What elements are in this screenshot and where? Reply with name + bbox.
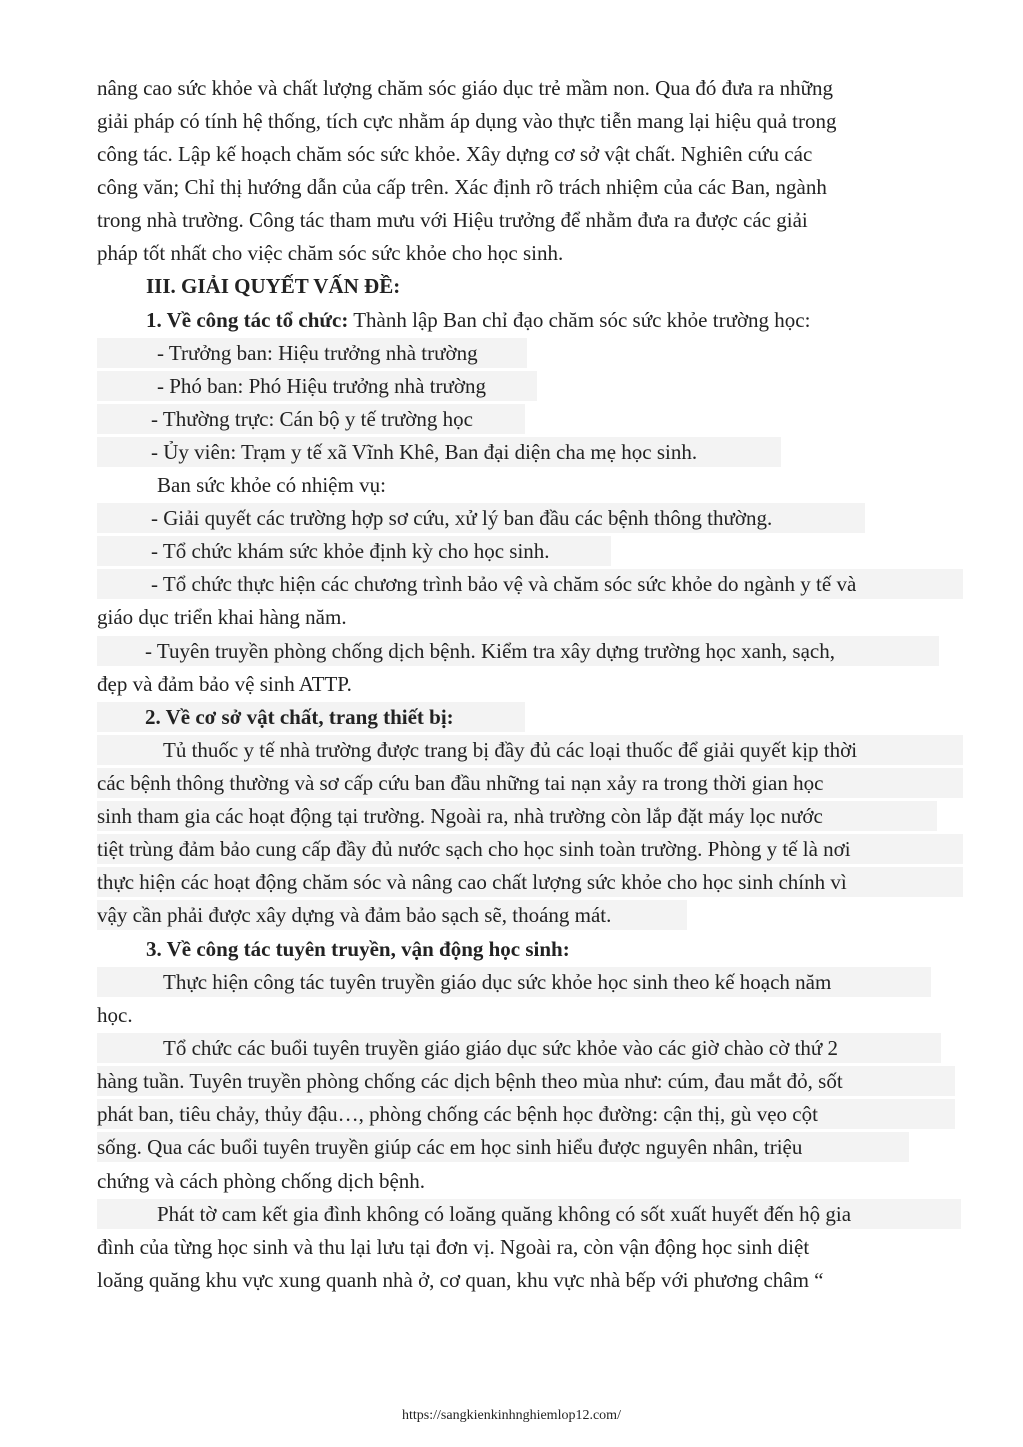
paragraph-line: học.	[97, 1003, 133, 1027]
paragraph-line: các bệnh thông thường và sơ cấp cứu ban đầu những tai nạn xảy ra trong thời gian học	[97, 768, 963, 798]
paragraph-line: đình của từng học sinh và thu lại lưu tại đơn vị. Ngoài ra, còn vận động học sinh diệt	[97, 1235, 810, 1259]
duty-item-continued: giáo dục triển khai hàng năm.	[97, 605, 347, 629]
subsection-1-heading-rest: Thành lập Ban chỉ đạo chăm sóc sức khỏe trường học:	[348, 308, 811, 332]
paragraph-line: sống. Qua các buổi tuyên truyền giúp các em học sinh hiểu được nguyên nhân, triệu	[97, 1132, 909, 1162]
member-item: - Ủy viên: Trạm y tế xã Vĩnh Khê, Ban đại diện cha mẹ học sinh.	[97, 437, 781, 467]
paragraph-line: sinh tham gia các hoạt động tại trường. Ngoài ra, nhà trường còn lắp đặt máy lọc nước	[97, 801, 937, 831]
paragraph-line: vậy cần phải được xây dựng và đảm bảo sạch sẽ, thoáng mát.	[97, 900, 687, 930]
text-line: nâng cao sức khỏe và chất lượng chăm sóc giáo dục trẻ mầm non. Qua đó đưa ra những	[97, 76, 833, 100]
section-heading: III. GIẢI QUYẾT VẤN ĐỀ:	[146, 274, 401, 298]
paragraph-line: hàng tuần. Tuyên truyền phòng chống các dịch bệnh theo mùa như: cúm, đau mắt đỏ, sốt	[97, 1066, 955, 1096]
paragraph-line: loăng quăng khu vực xung quanh nhà ở, cơ quan, khu vực nhà bếp với phương châm “	[97, 1268, 824, 1292]
subsection-2-heading: 2. Về cơ sở vật chất, trang thiết bị:	[97, 702, 525, 732]
paragraph-line: Tổ chức các buổi tuyên truyền giáo giáo dục sức khỏe vào các giờ chào cờ thứ 2	[97, 1033, 941, 1063]
text-line: công văn; Chỉ thị hướng dẫn của cấp trên. Xác định rõ trách nhiệm của các Ban, ngành	[97, 175, 827, 199]
duty-item: - Tổ chức khám sức khỏe định kỳ cho học sinh.	[97, 536, 611, 566]
duty-intro: Ban sức khỏe có nhiệm vụ:	[157, 473, 386, 497]
footer-url[interactable]: https://sangkienkinhnghiemlop12.com/	[402, 1408, 621, 1423]
paragraph-line: phát ban, tiêu chảy, thủy đậu…, phòng chống các bệnh học đường: cận thị, gù vẹo cột	[97, 1099, 955, 1129]
duty-item-continued: đẹp và đảm bảo vệ sinh ATTP.	[97, 672, 352, 696]
member-item: - Phó ban: Phó Hiệu trưởng nhà trường	[97, 371, 537, 401]
subsection-1-line	[146, 305, 810, 335]
duty-item: - Tuyên truyền phòng chống dịch bệnh. Kiểm tra xây dựng trường học xanh, sạch,	[97, 636, 939, 666]
duty-item: - Giải quyết các trường hợp sơ cứu, xử lý ban đầu các bệnh thông thường.	[97, 503, 865, 533]
text-line: công tác. Lập kế hoạch chăm sóc sức khỏe. Xây dựng cơ sở vật chất. Nghiên cứu các	[97, 142, 813, 166]
member-item: - Thường trực: Cán bộ y tế trường học	[97, 404, 525, 434]
member-item: - Trưởng ban: Hiệu trưởng nhà trường	[97, 338, 527, 368]
paragraph-line: Thực hiện công tác tuyên truyền giáo dục sức khỏe học sinh theo kế hoạch năm	[97, 967, 931, 997]
paragraph-line: Tủ thuốc y tế nhà trường được trang bị đầy đủ các loại thuốc để giải quyết kịp thời	[97, 735, 963, 765]
duty-item: - Tổ chức thực hiện các chương trình bảo vệ và chăm sóc sức khỏe do ngành y tế và	[97, 569, 963, 599]
subsection-3-heading: 3. Về công tác tuyên truyền, vận động học sinh:	[146, 937, 570, 961]
paragraph-line: chứng và cách phòng chống dịch bệnh.	[97, 1169, 426, 1193]
paragraph-line: thực hiện các hoạt động chăm sóc và nâng cao chất lượng sức khỏe cho học sinh chính vì	[97, 867, 963, 897]
text-line: pháp tốt nhất cho việc chăm sóc sức khỏe cho học sinh.	[97, 241, 564, 265]
subsection-1-heading: 1. Về công tác tổ chức:	[146, 308, 349, 332]
paragraph-line: tiệt trùng đảm bảo cung cấp đầy đủ nước sạch cho học sinh toàn trường. Phòng y tế là nơi	[97, 834, 963, 864]
text-line: giải pháp có tính hệ thống, tích cực nhằm áp dụng vào thực tiễn mang lại hiệu quả trong	[97, 109, 837, 133]
paragraph-line: Phát tờ cam kết gia đình không có loăng quăng không có sốt xuất huyết đến hộ gia	[97, 1199, 961, 1229]
text-line: trong nhà trường. Công tác tham mưu với Hiệu trưởng để nhằm đưa ra được các giải	[97, 208, 808, 232]
